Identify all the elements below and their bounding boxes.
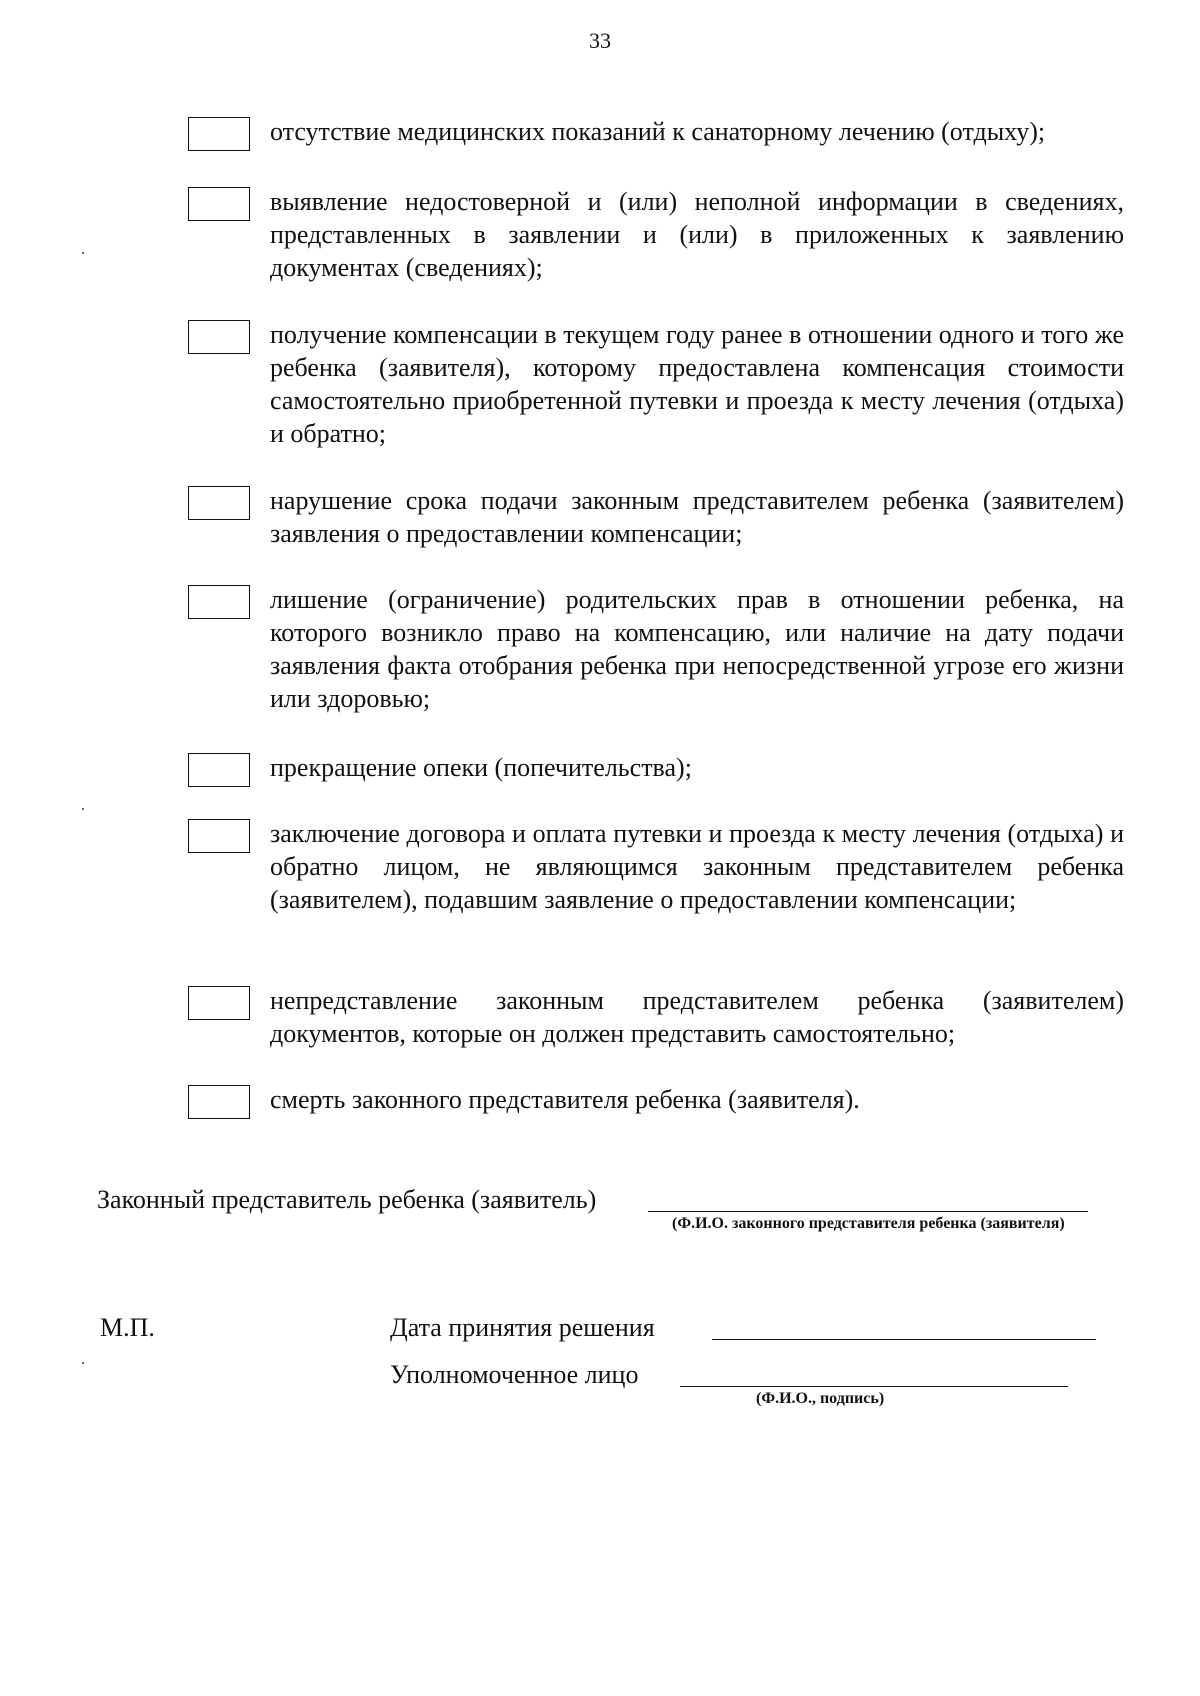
reason-text: лишение (ограничение) родительских прав в отношении ребенка, на которого возникло право на компенсацию, или наличие на дату подачи заявления факта отобрания ребенка при непосредственной угрозе его жизни или здоровью; xyxy=(270,585,1124,713)
reason-text: отсутствие медицинских показаний к санаторному лечению (отдыху); xyxy=(270,117,1046,146)
applicant-label: Законный представитель ребенка (заявитель) xyxy=(97,1185,597,1214)
reason-item xyxy=(188,1083,1124,1116)
reason-checkbox[interactable] xyxy=(188,320,250,354)
reason-checkbox[interactable] xyxy=(188,753,250,787)
authorized-person-line[interactable] xyxy=(680,1386,1068,1387)
reason-checkbox[interactable] xyxy=(188,117,250,151)
reason-checkbox[interactable] xyxy=(188,187,250,221)
authorized-person-label: Уполномоченное лицо xyxy=(390,1360,639,1389)
reason-text: выявление недостоверной и (или) неполной информации в сведениях, представленных в заявлении и (или) в приложенных к заявлению документах (сведениях); xyxy=(270,187,1124,282)
decision-date-label: Дата принятия решения xyxy=(390,1313,655,1342)
authorized-person-caption: (Ф.И.О., подпись) xyxy=(756,1390,885,1407)
reason-checkbox[interactable] xyxy=(188,585,250,619)
reason-text: прекращение опеки (попечительства); xyxy=(270,753,692,782)
reason-item xyxy=(188,318,1124,450)
reason-text: нарушение срока подачи законным представителем ребенка (заявителем) заявления о предоставлении компенсации; xyxy=(270,486,1124,548)
reason-item xyxy=(188,817,1124,916)
scan-speck xyxy=(82,808,84,810)
reason-text: непредставление законным представителем ребенка (заявителем) документов, которые он должен представить самостоятельно; xyxy=(270,986,1124,1048)
reason-checkbox[interactable] xyxy=(188,1085,250,1119)
reason-item xyxy=(188,583,1124,715)
reason-text: получение компенсации в текущем году ранее в отношении одного и того же ребенка (заявителя), которому предоставлена компенсация стоимости самостоятельно приобретенной путевки и проезда к месту лечения (отдыха) и обратно; xyxy=(270,320,1124,448)
reason-item xyxy=(188,484,1124,550)
reason-item xyxy=(188,115,1124,148)
scan-speck xyxy=(82,1362,84,1364)
reason-item xyxy=(188,751,1124,784)
scan-speck xyxy=(82,252,84,254)
reason-item xyxy=(188,185,1124,284)
applicant-name-line[interactable] xyxy=(648,1211,1088,1212)
reason-checkbox[interactable] xyxy=(188,986,250,1020)
reason-checkbox[interactable] xyxy=(188,486,250,520)
decision-date-line[interactable] xyxy=(712,1339,1096,1340)
reason-text: заключение договора и оплата путевки и проезда к месту лечения (отдыха) и обратно лицом, не являющимся законным представителем ребенка (заявителем), подавшим заявление о предоставлении компенсации; xyxy=(270,819,1124,914)
applicant-caption: (Ф.И.О. законного представителя ребенка (заявителя) xyxy=(672,1215,1065,1232)
reason-item xyxy=(188,984,1124,1050)
reason-checkbox[interactable] xyxy=(188,819,250,853)
page-number: 33 xyxy=(589,28,611,53)
stamp-label: М.П. xyxy=(100,1313,155,1342)
reason-text: смерть законного представителя ребенка (заявителя). xyxy=(270,1085,860,1114)
